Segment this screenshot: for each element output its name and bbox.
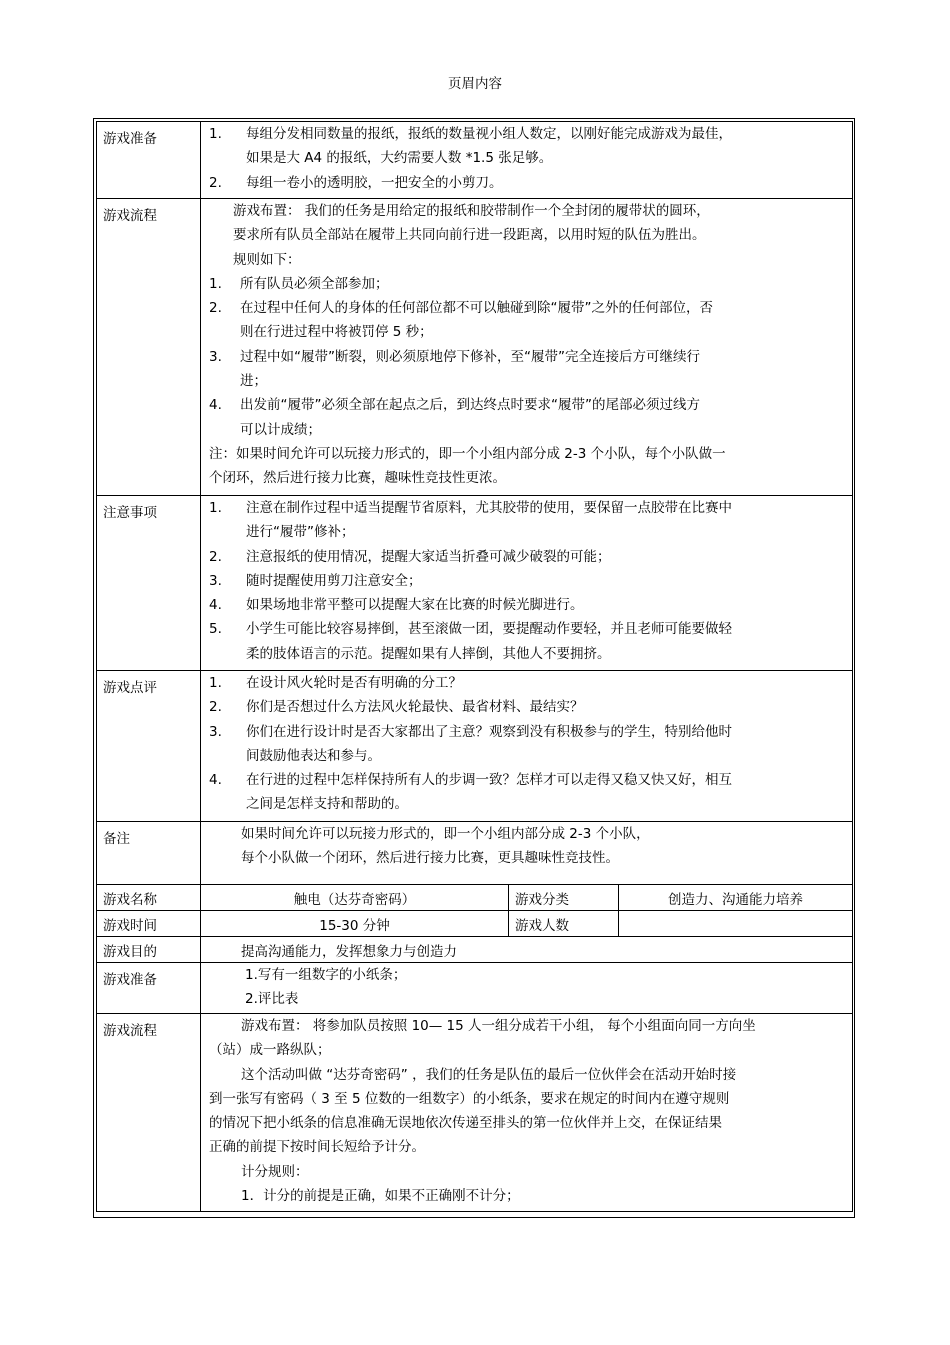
list-item: 如果场地非常平整可以提醒大家在比赛的时候光脚进行。: [246, 597, 584, 614]
item-number: 2.: [209, 300, 222, 317]
list-item: 每组分发相同数量的报纸，报纸的数量视小组人数定，以刚好能完成游戏为最佳，: [246, 126, 732, 142]
list-item: 可以计成绩；: [240, 421, 321, 438]
game-name-value: 触电（达芬奇密码）: [201, 885, 509, 911]
item-number: 3.: [209, 348, 222, 365]
paragraph-line: 每个小队做一个闭环，然后进行接力比赛，更具趣味性竞技性。: [241, 850, 619, 867]
paragraph-line: 要求所有队员全部站在履带上共同向前行进一段距离，以用时短的队伍为胜出。: [233, 227, 706, 244]
paragraph-line: 这个活动叫做 “达芬奇密码” ，我们的任务是队伍的最后一位伙伴会在活动开始时接: [241, 1066, 737, 1083]
note-line: 个闭环，然后进行接力比赛，趣味性竞技性更浓。: [209, 470, 506, 487]
row-label: 游戏人数: [509, 911, 619, 937]
item-number: 4.: [209, 772, 222, 789]
row-label: 游戏时间: [97, 911, 201, 937]
row-label: 游戏分类: [509, 885, 619, 911]
row-label: 游戏流程: [97, 1014, 201, 1212]
paragraph-line: 到一张写有密码（ 3 至 5 位数的一组数字）的小纸条，要求在规定的时间内在遵守规则: [209, 1090, 730, 1107]
list-item: 柔的肢体语言的示范。提醒如果有人摔倒，其他人不要拥挤。: [246, 645, 611, 662]
item-number: 2.: [209, 699, 222, 716]
list-item: 在过程中任何人的身体的任何部位都不可以触碰到除“履带”之外的任何部位，否: [240, 300, 713, 317]
row-label: 游戏流程: [97, 199, 201, 496]
game-people-value: [619, 911, 853, 937]
table-row: [97, 911, 853, 937]
item-number: 4.: [209, 397, 222, 414]
list-item: 过程中如“履带”断裂，则必须原地停下修补，至“履带”完全连接后方可继续行: [240, 348, 700, 365]
list-item: 你们在进行设计时是否大家都出了主意？观察到没有积极参与的学生，特别给他时: [246, 723, 732, 740]
list-item: 1.写有一组数字的小纸条；: [245, 967, 407, 983]
row-content: [201, 671, 853, 822]
list-item: 间鼓励他表达和参与。: [246, 747, 381, 764]
item-number: 5.: [209, 621, 222, 638]
paragraph-line: 1．计分的前提是正确，如果不正确刚不计分；: [241, 1188, 520, 1205]
paragraph-line: 正确的前提下按时间长短给予计分。: [209, 1139, 425, 1156]
row-content: [201, 963, 853, 1014]
table-row: [97, 822, 853, 885]
list-item: 小学生可能比较容易摔倒，甚至滚做一团，要提醒动作要轻，并且老师可能要做轻: [246, 621, 732, 638]
paragraph-line: 的情况下把小纸条的信息准确无误地依次传递至排头的第一位伙伴并上交，在保证结果: [209, 1115, 722, 1132]
item-number: 3.: [209, 723, 222, 740]
paragraph-line: 游戏布置： 将参加队员按照 10— 15 人一组分成若干小组， 每个小组面向同一方向坐: [241, 1018, 756, 1034]
list-item: 2.评比表: [245, 991, 299, 1008]
list-item: 随时提醒使用剪刀注意安全；: [246, 572, 422, 589]
row-label: 游戏目的: [97, 937, 201, 963]
list-item: 每组一卷小的透明胶，一把安全的小剪刀。: [246, 174, 503, 191]
row-content: [201, 1014, 853, 1212]
list-item: 进行“履带”修补；: [246, 524, 355, 541]
row-label: 游戏准备: [97, 963, 201, 1014]
list-item: 所有队员必须全部参加；: [240, 275, 389, 292]
item-number: 1.: [209, 275, 222, 292]
game-goal-value: 提高沟通能力，发挥想象力与创造力: [201, 937, 853, 963]
list-item: 进；: [240, 373, 267, 390]
list-item: 则在行进过程中将被罚停 5 秒；: [240, 324, 433, 341]
table-row: [97, 671, 853, 822]
list-item: 在设计风火轮时是否有明确的分工？: [246, 675, 462, 691]
table-row: [97, 937, 853, 963]
list-item: 如果是大 A4 的报纸，大约需要人数 *1.5 张足够。: [246, 150, 553, 167]
table-row: [97, 122, 853, 199]
row-content: [201, 496, 853, 671]
list-item: 出发前“履带”必须全部在起点之后，到达终点时要求“履带”的尾部必须过线方: [240, 397, 700, 414]
item-number: 4.: [209, 597, 222, 614]
game-time-value: 15-30 分钟: [201, 911, 509, 937]
table-row: [97, 496, 853, 671]
paragraph-line: 规则如下：: [233, 251, 301, 268]
item-number: 3.: [209, 572, 222, 589]
item-number: 1.: [209, 675, 222, 691]
item-number: 1.: [209, 500, 222, 516]
page-header: 页眉内容: [448, 76, 502, 92]
row-label: 游戏准备: [97, 122, 201, 199]
list-item: 注意报纸的使用情况，提醒大家适当折叠可减少破裂的可能；: [246, 548, 611, 565]
row-label: 游戏名称: [97, 885, 201, 911]
game-category-value: 创造力、沟通能力培养: [619, 885, 853, 911]
list-item: 在行进的过程中怎样保持所有人的步调一致？怎样才可以走得又稳又快又好，相互: [246, 772, 732, 789]
row-content: [201, 199, 853, 496]
list-item: 之间是怎样支持和帮助的。: [246, 796, 408, 813]
item-number: 2.: [209, 174, 222, 191]
item-number: 2.: [209, 548, 222, 565]
paragraph-line: 游戏布置： 我们的任务是用给定的报纸和胶带制作一个全封闭的履带状的圆环，: [233, 203, 710, 219]
row-content: [201, 822, 853, 885]
row-label: 备注: [97, 822, 201, 885]
paragraph-line: 如果时间允许可以玩接力形式的，即一个小组内部分成 2-3 个小队，: [241, 826, 650, 842]
row-label: 注意事项: [97, 496, 201, 671]
list-item: 你们是否想过什么方法风火轮最快、最省材料、最结实？: [246, 699, 584, 716]
row-label: 游戏点评: [97, 671, 201, 822]
table-row: [97, 885, 853, 911]
item-number: 1.: [209, 126, 222, 142]
game-table: [96, 121, 853, 1212]
table-row: [97, 1014, 853, 1212]
table-row: [97, 199, 853, 496]
row-content: [201, 122, 853, 199]
note-line: 注：如果时间允许可以玩接力形式的，即一个小组内部分成 2-3 个小队，每个小队做一: [209, 445, 726, 462]
table-row: [97, 963, 853, 1014]
list-item: 注意在制作过程中适当提醒节省原料，尤其胶带的使用，要保留一点胶带在比赛中: [246, 500, 732, 516]
paragraph-line: （站）成一路纵队；: [209, 1042, 331, 1059]
paragraph-line: 计分规则：: [241, 1163, 309, 1180]
